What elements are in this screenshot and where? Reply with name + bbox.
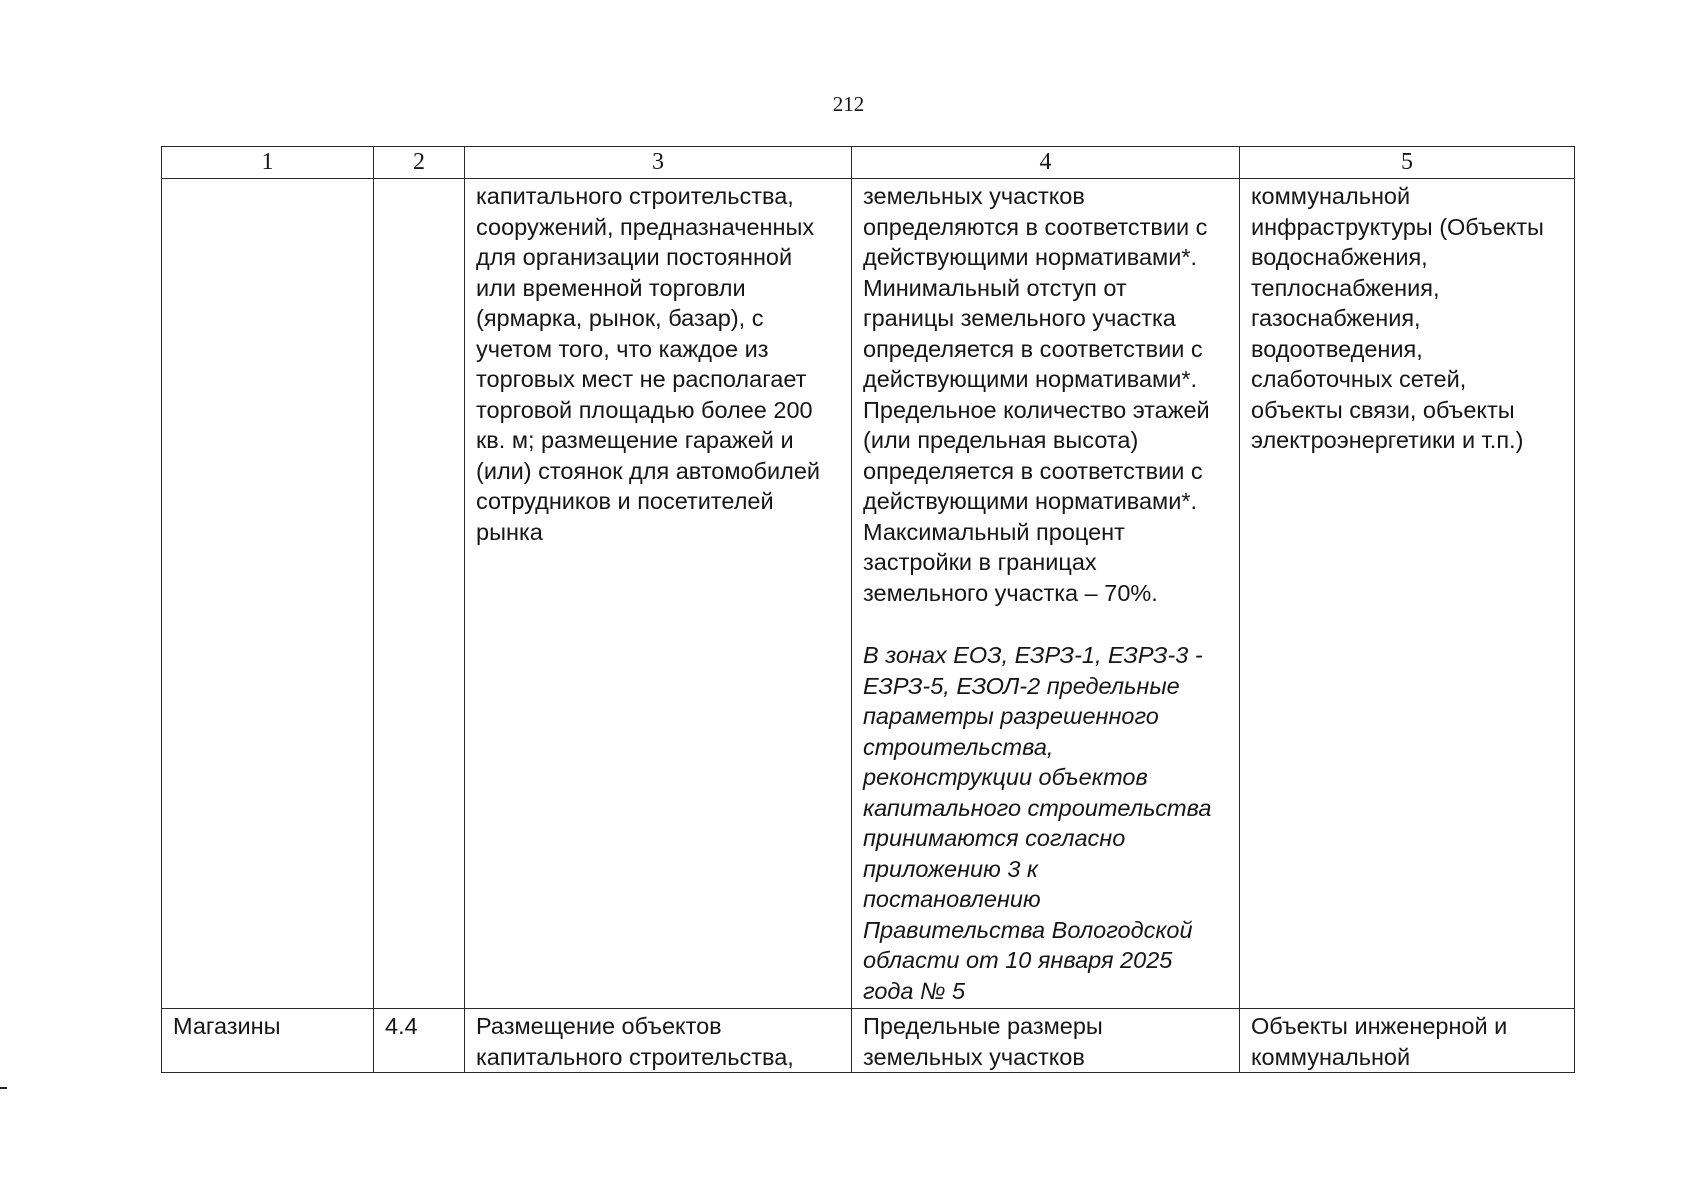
cell-use-description: [465, 179, 852, 1009]
cell-use-name-text: [162, 179, 373, 181]
cell-parameters-text: Предельные размеры земельных участков: [863, 1013, 1103, 1070]
cell-parameters-zone-note: В зонах ЕОЗ, ЕЗРЗ-1, ЕЗРЗ-3 - ЕЗРЗ-5, ЕЗОЛ-2 предельные параметры разрешенного строительства, реконструкции объектов капитального строительства принимаются согласно приложению 3 к постановлению Правительства Вологодской области от 10 января 2025 года № 5: [863, 642, 1212, 1004]
scan-edge-mark: [0, 1087, 7, 1089]
table-row-continuation: [162, 179, 1575, 1009]
cell-use-code-text: 4.4: [385, 1013, 418, 1039]
column-header-4: 4: [852, 147, 1240, 179]
cell-use-name-text: Магазины: [173, 1013, 281, 1039]
cell-infrastructure: [1240, 1009, 1575, 1073]
table-row-shops: [162, 1009, 1575, 1073]
cell-infrastructure: [1240, 179, 1575, 1009]
cell-use-code-text: [374, 179, 464, 181]
column-header-5: 5: [1240, 147, 1575, 179]
column-header-2: 2: [374, 147, 465, 179]
cell-use-code: [374, 179, 465, 1009]
column-header-1: 1: [162, 147, 374, 179]
table-header-row: [162, 147, 1575, 179]
cell-use-code: [374, 1009, 465, 1073]
cell-use-description: [465, 1009, 852, 1073]
cell-infrastructure-text: коммунальной инфраструктуры (Объекты водоснабжения, теплоснабжения, газоснабжения, водоотведения, слаботочных сетей, объекты связи, объекты электроэнергетики и т.п.): [1251, 183, 1544, 453]
cell-infrastructure-text: Объекты инженерной и коммунальной: [1251, 1013, 1508, 1070]
column-header-3: 3: [465, 147, 852, 179]
cell-use-name: [162, 1009, 374, 1073]
cell-use-name: [162, 179, 374, 1009]
regulations-table: [161, 146, 1575, 1073]
cell-parameters: [852, 179, 1240, 1009]
cell-use-description-text: капитального строительства, сооружений, предназначенных для организации постоянной или временной торговли (ярмарка, рынок, базар), с учетом того, что каждое из торговых мест не располагает торговой площадью более 200 кв. м; размещение гаражей и (или) стоянок для автомобилей сотрудников и посетителей рынка: [476, 183, 821, 545]
cell-parameters-text: земельных участков определяются в соответствии с действующими нормативами*. Минимальный отступ от границы земельного участка определяется в соответствии с действующими нормативами*. Предельное количество этажей (или предельная высота) определяется в соответствии с действующими нормативами*. Максимальный процент застройки в границах земельного участка – 70%.: [863, 183, 1210, 606]
cell-parameters: [852, 1009, 1240, 1073]
cell-use-description-text: Размещение объектов капитального строительства,: [476, 1013, 794, 1070]
page-number: 212: [832, 92, 865, 116]
